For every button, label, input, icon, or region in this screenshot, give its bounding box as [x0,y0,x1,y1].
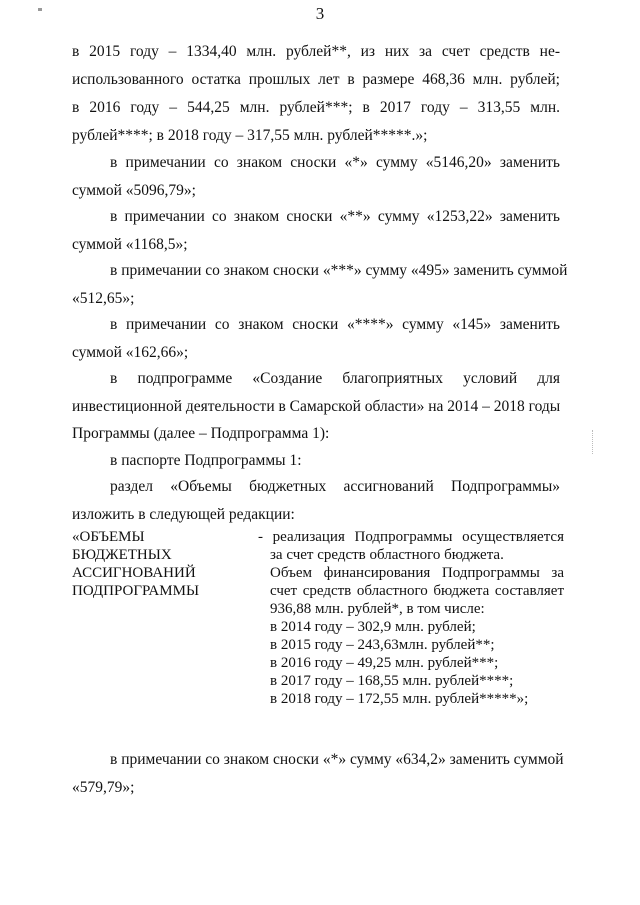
passport-content-line: за счет средств областного бюджета. [270,547,504,563]
text-line: суммой «1168,5»; [72,236,188,253]
text-line: в примечании со знаком сноски «**» сумму «1253,22» заменить [110,208,560,225]
passport-label-line: АССИГНОВАНИЙ [72,565,196,581]
text-line: суммой «5096,79»; [72,182,196,199]
text-line: в паспорте Подпрограммы 1: [110,452,302,469]
passport-label-line: «ОБЪЕМЫ [72,529,145,545]
text-line: инвестиционной деятельности в Самарской области» на 2014 – 2018 годы [72,398,561,415]
passport-content-line: в 2016 году – 49,25 млн. рублей***; [270,655,499,671]
text-line: в примечании со знаком сноски «****» сумму «145» заменить [110,316,560,333]
text-line: использованного остатка прошлых лет в размере 468,36 млн. рублей; [72,71,560,88]
text-line: в примечании со знаком сноски «*» сумму «5146,20» заменить [110,154,560,171]
scan-artifact [592,430,595,454]
passport-content-line: Объем финансирования Подпрограммы за [270,565,564,581]
text-line: в 2016 году – 544,25 млн. рублей***; в 2017 году – 313,55 млн. [72,99,560,116]
text-line: в 2015 году – 1334,40 млн. рублей**, из них за счет средств не- [72,43,560,60]
passport-label-line: БЮДЖЕТНЫХ [72,547,172,563]
passport-content-line: в 2018 году – 172,55 млн. рублей*****»; [270,691,529,707]
passport-label-line: ПОДПРОГРАММЫ [72,583,200,599]
text-line: изложить в следующей редакции: [72,506,295,523]
passport-content-line: в 2015 году – 243,63млн. рублей**; [270,637,495,653]
passport-content-line: счет средств областного бюджета составляет [270,583,564,599]
text-line: «579,79»; [72,779,135,796]
passport-label [72,528,252,600]
text-line: Программы (далее – Подпрограмма 1): [72,425,330,442]
passport-content-line: в 2014 году – 302,9 млн. рублей; [270,619,476,635]
text-line: раздел «Объемы бюджетных ассигнований Подпрограммы» [110,478,560,495]
text-line: «512,65»; [72,290,135,307]
text-line: в примечании со знаком сноски «*» сумму «634,2» заменить суммой [110,751,564,768]
passport-content-line: 936,88 млн. рублей*, в том числе: [270,601,485,617]
passport-content [258,528,564,708]
passport-content-line: в 2017 году – 168,55 млн. рублей****; [270,673,514,689]
text-line: суммой «162,66»; [72,344,189,361]
text-line: в подпрограмме «Создание благоприятных условий для [110,370,560,387]
page-number: 3 [315,4,325,23]
text-line: в примечании со знаком сноски «***» сумму «495» заменить суммой [110,262,568,279]
text-line: рублей****; в 2018 году – 317,55 млн. рублей*****.»; [72,127,428,144]
passport-content-line: - реализация Подпрограммы осуществляется [258,529,564,545]
